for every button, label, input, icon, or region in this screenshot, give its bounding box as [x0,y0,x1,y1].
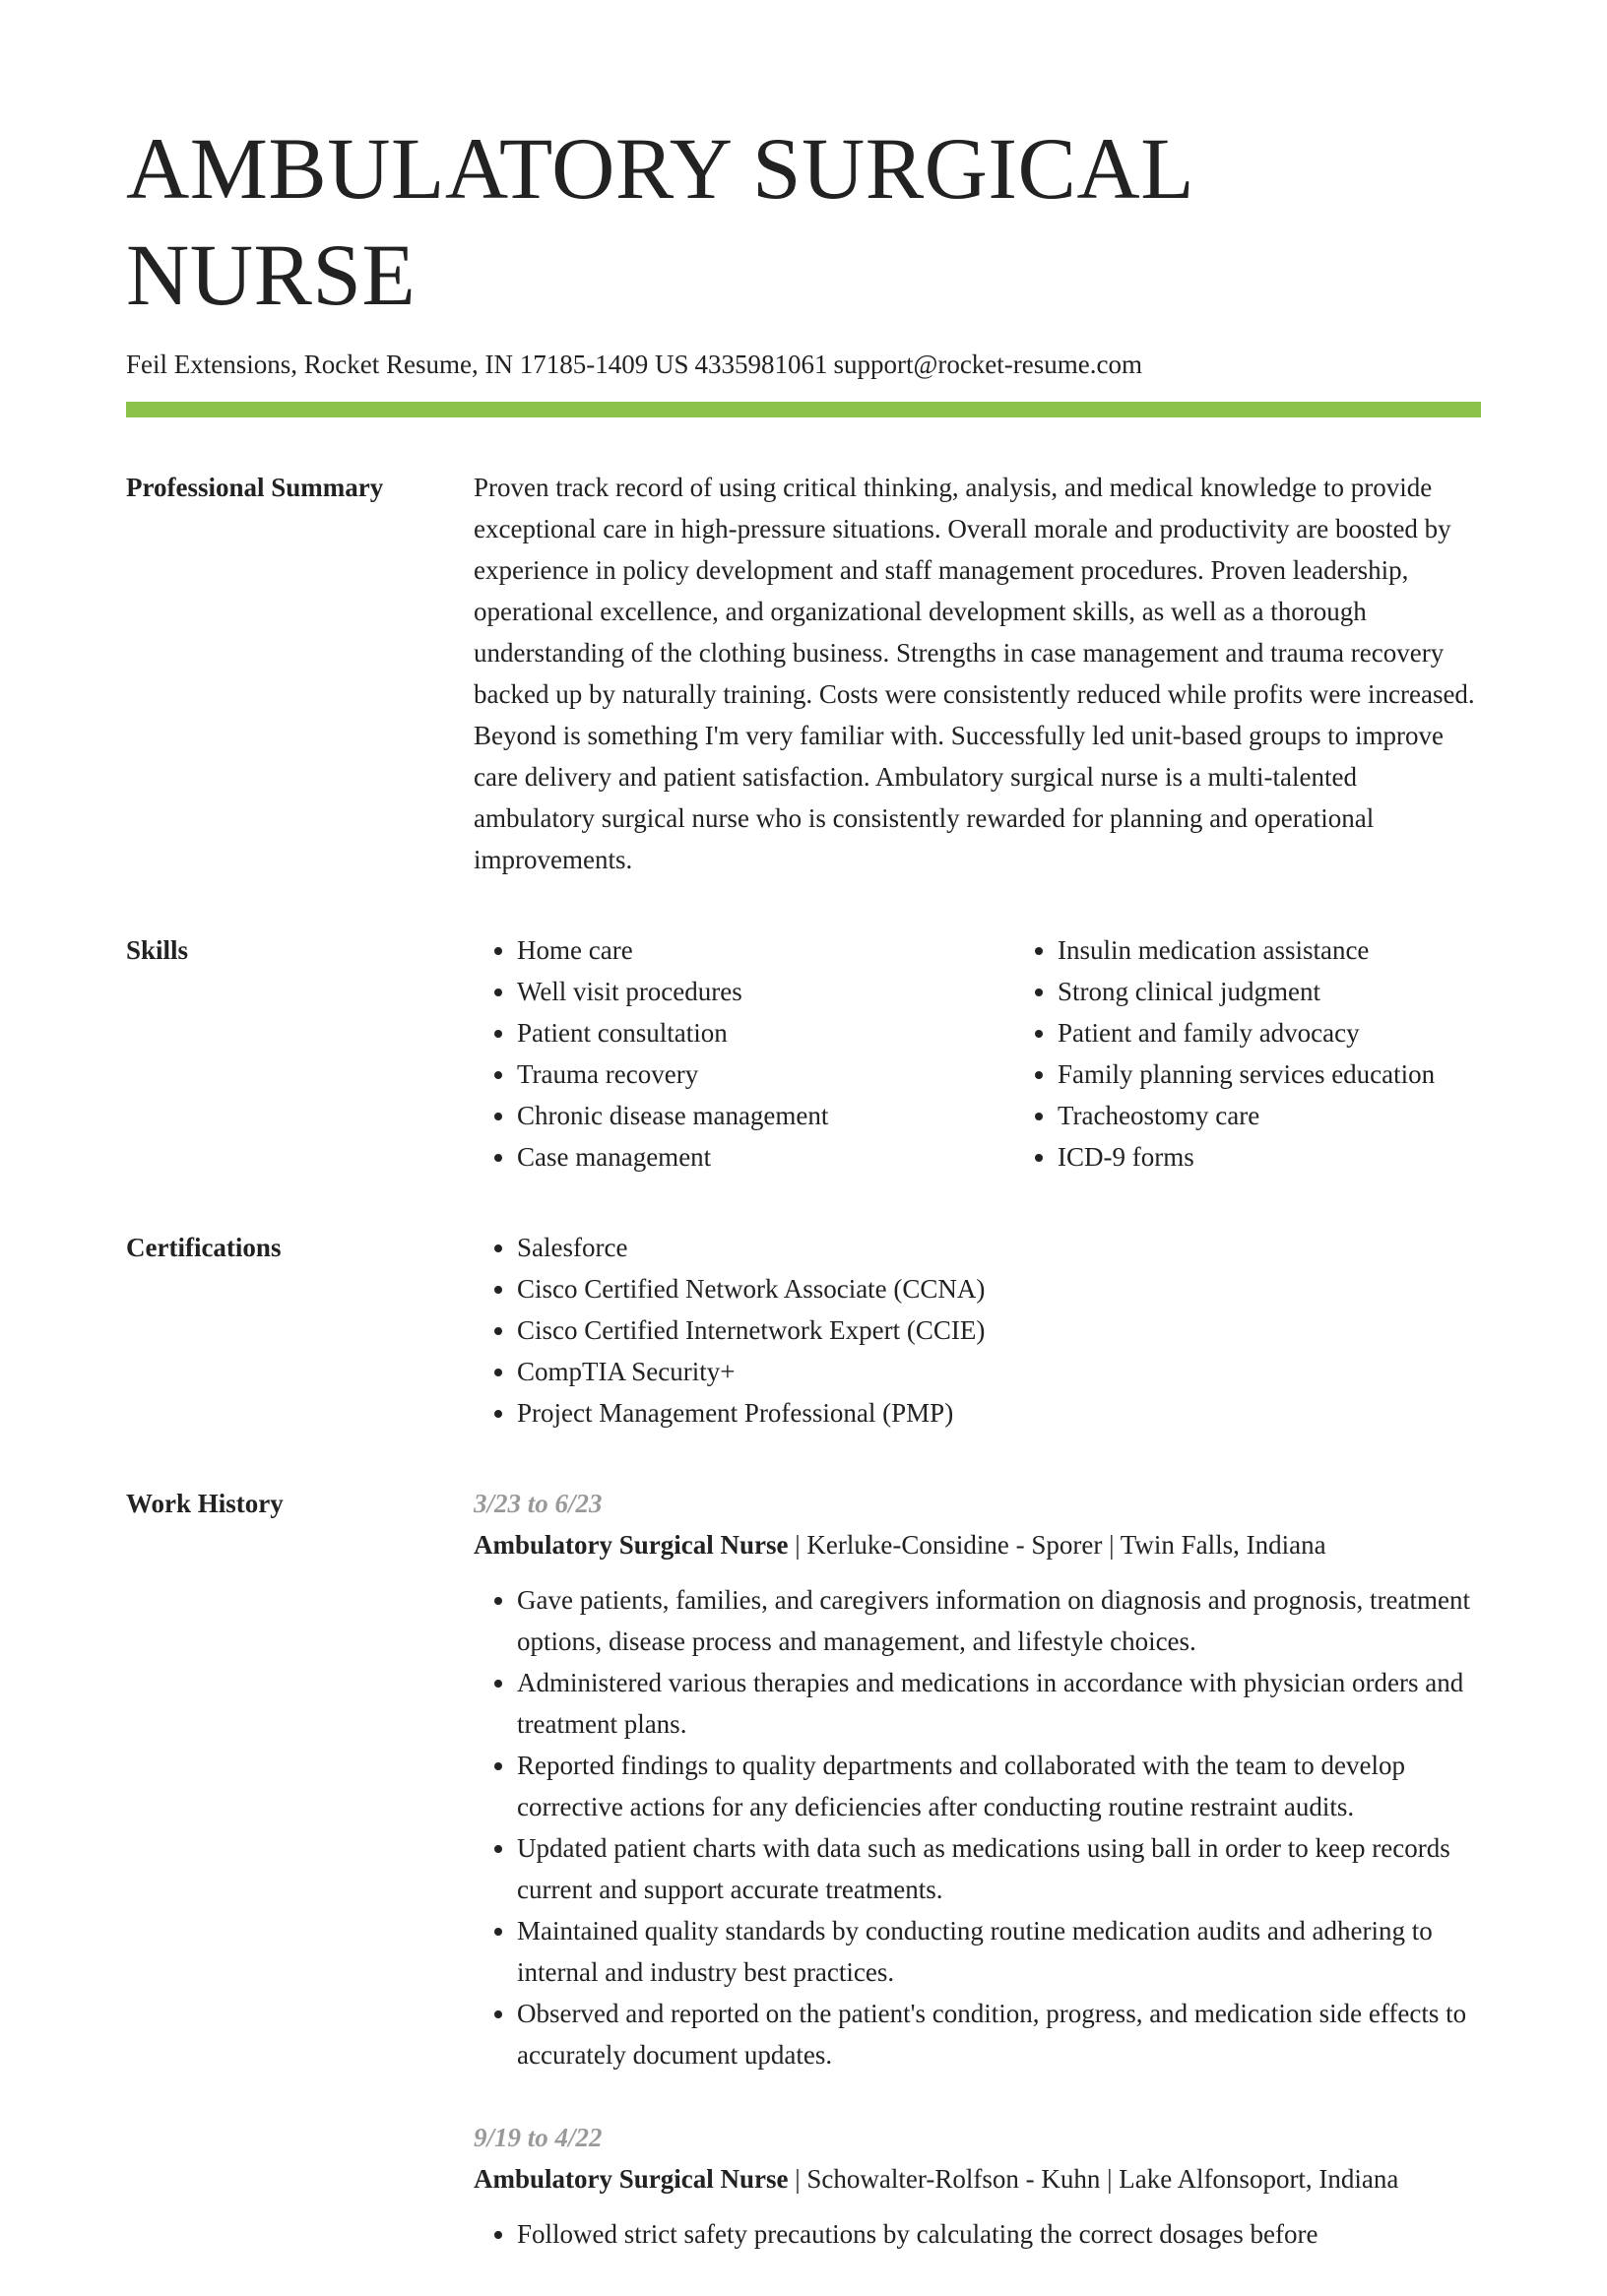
work-history-body [474,1483,1481,2296]
job-bullet: • Followed strict safety precautions by calculating the correct dosages before [517,2213,1481,2255]
job-heading [474,2158,1481,2200]
job-bullet: • Administered various therapies and medications in accordance with physician orders and treatment plans. [517,1662,1481,1745]
job-bullet: • Reported findings to quality departments and collaborated with the team to develop corrective actions for any deficiencies after conducting routine restraint audits. [517,1745,1481,1827]
skills-section [126,929,1481,1178]
job-dates: 9/19 to 4/22 [474,2123,603,2152]
certifications-list [474,1227,1481,1434]
certification-item: • Project Management Professional (PMP) [517,1392,1481,1434]
skills-label: Skills [126,935,189,965]
summary-section [126,467,1481,880]
skill-item: • Patient consultation [517,1012,1014,1053]
job-bullets [474,1579,1481,2075]
job-heading [474,1524,1481,1565]
job-title: Ambulatory Surgical Nurse [474,2164,789,2194]
job-dates: 3/23 to 6/23 [474,1489,603,1518]
skill-item: • Family planning services education [1058,1053,1555,1095]
skill-item: • Trauma recovery [517,1053,1014,1095]
skill-item: • Well visit procedures [517,971,1014,1012]
job-details: | Schowalter-Rolfson - Kuhn | Lake Alfonsoport, Indiana [788,2164,1399,2194]
contact-email: support@rocket-resume.com [833,350,1142,379]
certification-item: • Cisco Certified Internetwork Expert (CCIE) [517,1309,1481,1351]
skill-item: • ICD-9 forms [1058,1136,1555,1178]
contact-phone: 4335981061 [694,350,828,379]
skills-list-left [474,929,1014,1178]
summary-label: Professional Summary [126,473,384,502]
work-history-label: Work History [126,1489,284,1518]
job-bullet: • Observed and reported on the patient's condition, progress, and medication side effects to accurately document updates. [517,1993,1481,2075]
summary-body [474,467,1481,880]
job-entry [474,2117,1481,2255]
job-bullets [474,2213,1481,2255]
skills-list-right [1014,929,1555,1178]
contact-line [126,347,1481,382]
job-bullet: • Maintained quality standards by conducting routine medication audits and adhering to internal and industry best practices. [517,1910,1481,1993]
job-bullet: • Gave patients, families, and caregivers information on diagnosis and prognosis, treatment options, disease process and management, and lifestyle choices. [517,1579,1481,1662]
job-title: Ambulatory Surgical Nurse [474,1530,789,1560]
skill-item: • Patient and family advocacy [1058,1012,1555,1053]
skill-item: • Tracheostomy care [1058,1095,1555,1136]
skill-item: • Strong clinical judgment [1058,971,1555,1012]
skill-item: • Chronic disease management [517,1095,1014,1136]
certifications-body [474,1227,1481,1434]
summary-text: Proven track record of using critical thinking, analysis, and medical knowledge to provide exceptional care in high-pressure situations. Overall morale and productivity are boosted by experience in policy development and staff management procedures. Proven leadership, operational excellence, and organizational development skills, as well as a thorough understanding of the clothing business. Strengths in case management and trauma recovery backed up by naturally training. Costs were consistently reduced while profits were increased. Beyond is something I'm very familiar with. Successfully led unit-based groups to improve care delivery and patient satisfaction. Ambulatory surgical nurse is a multi-talented ambulatory surgical nurse who is consistently rewarded for planning and operational improvements. [474,473,1475,874]
work-history-section [126,1483,1481,2296]
certifications-label: Certifications [126,1233,282,1262]
certification-item: • Cisco Certified Network Associate (CCNA) [517,1268,1481,1309]
job-bullet: • Updated patient charts with data such as medications using ball in order to keep records current and support accurate treatments. [517,1827,1481,1910]
skill-item: • Home care [517,929,1014,971]
skill-item: • Insulin medication assistance [1058,929,1555,971]
certification-item: • Salesforce [517,1227,1481,1268]
skill-item: • Case management [517,1136,1014,1178]
skills-body [474,929,1555,1178]
certification-item: • CompTIA Security+ [517,1351,1481,1392]
job-details: | Kerluke-Considine - Sporer | Twin Falls, Indiana [788,1530,1326,1560]
job-entry [474,1483,1481,2075]
contact-address: Feil Extensions, Rocket Resume, IN 17185-1409 US [126,350,689,379]
candidate-name: AMBULATORY SURGICAL NURSE [126,121,1191,324]
header-divider [126,402,1481,417]
certifications-section [126,1227,1481,1434]
